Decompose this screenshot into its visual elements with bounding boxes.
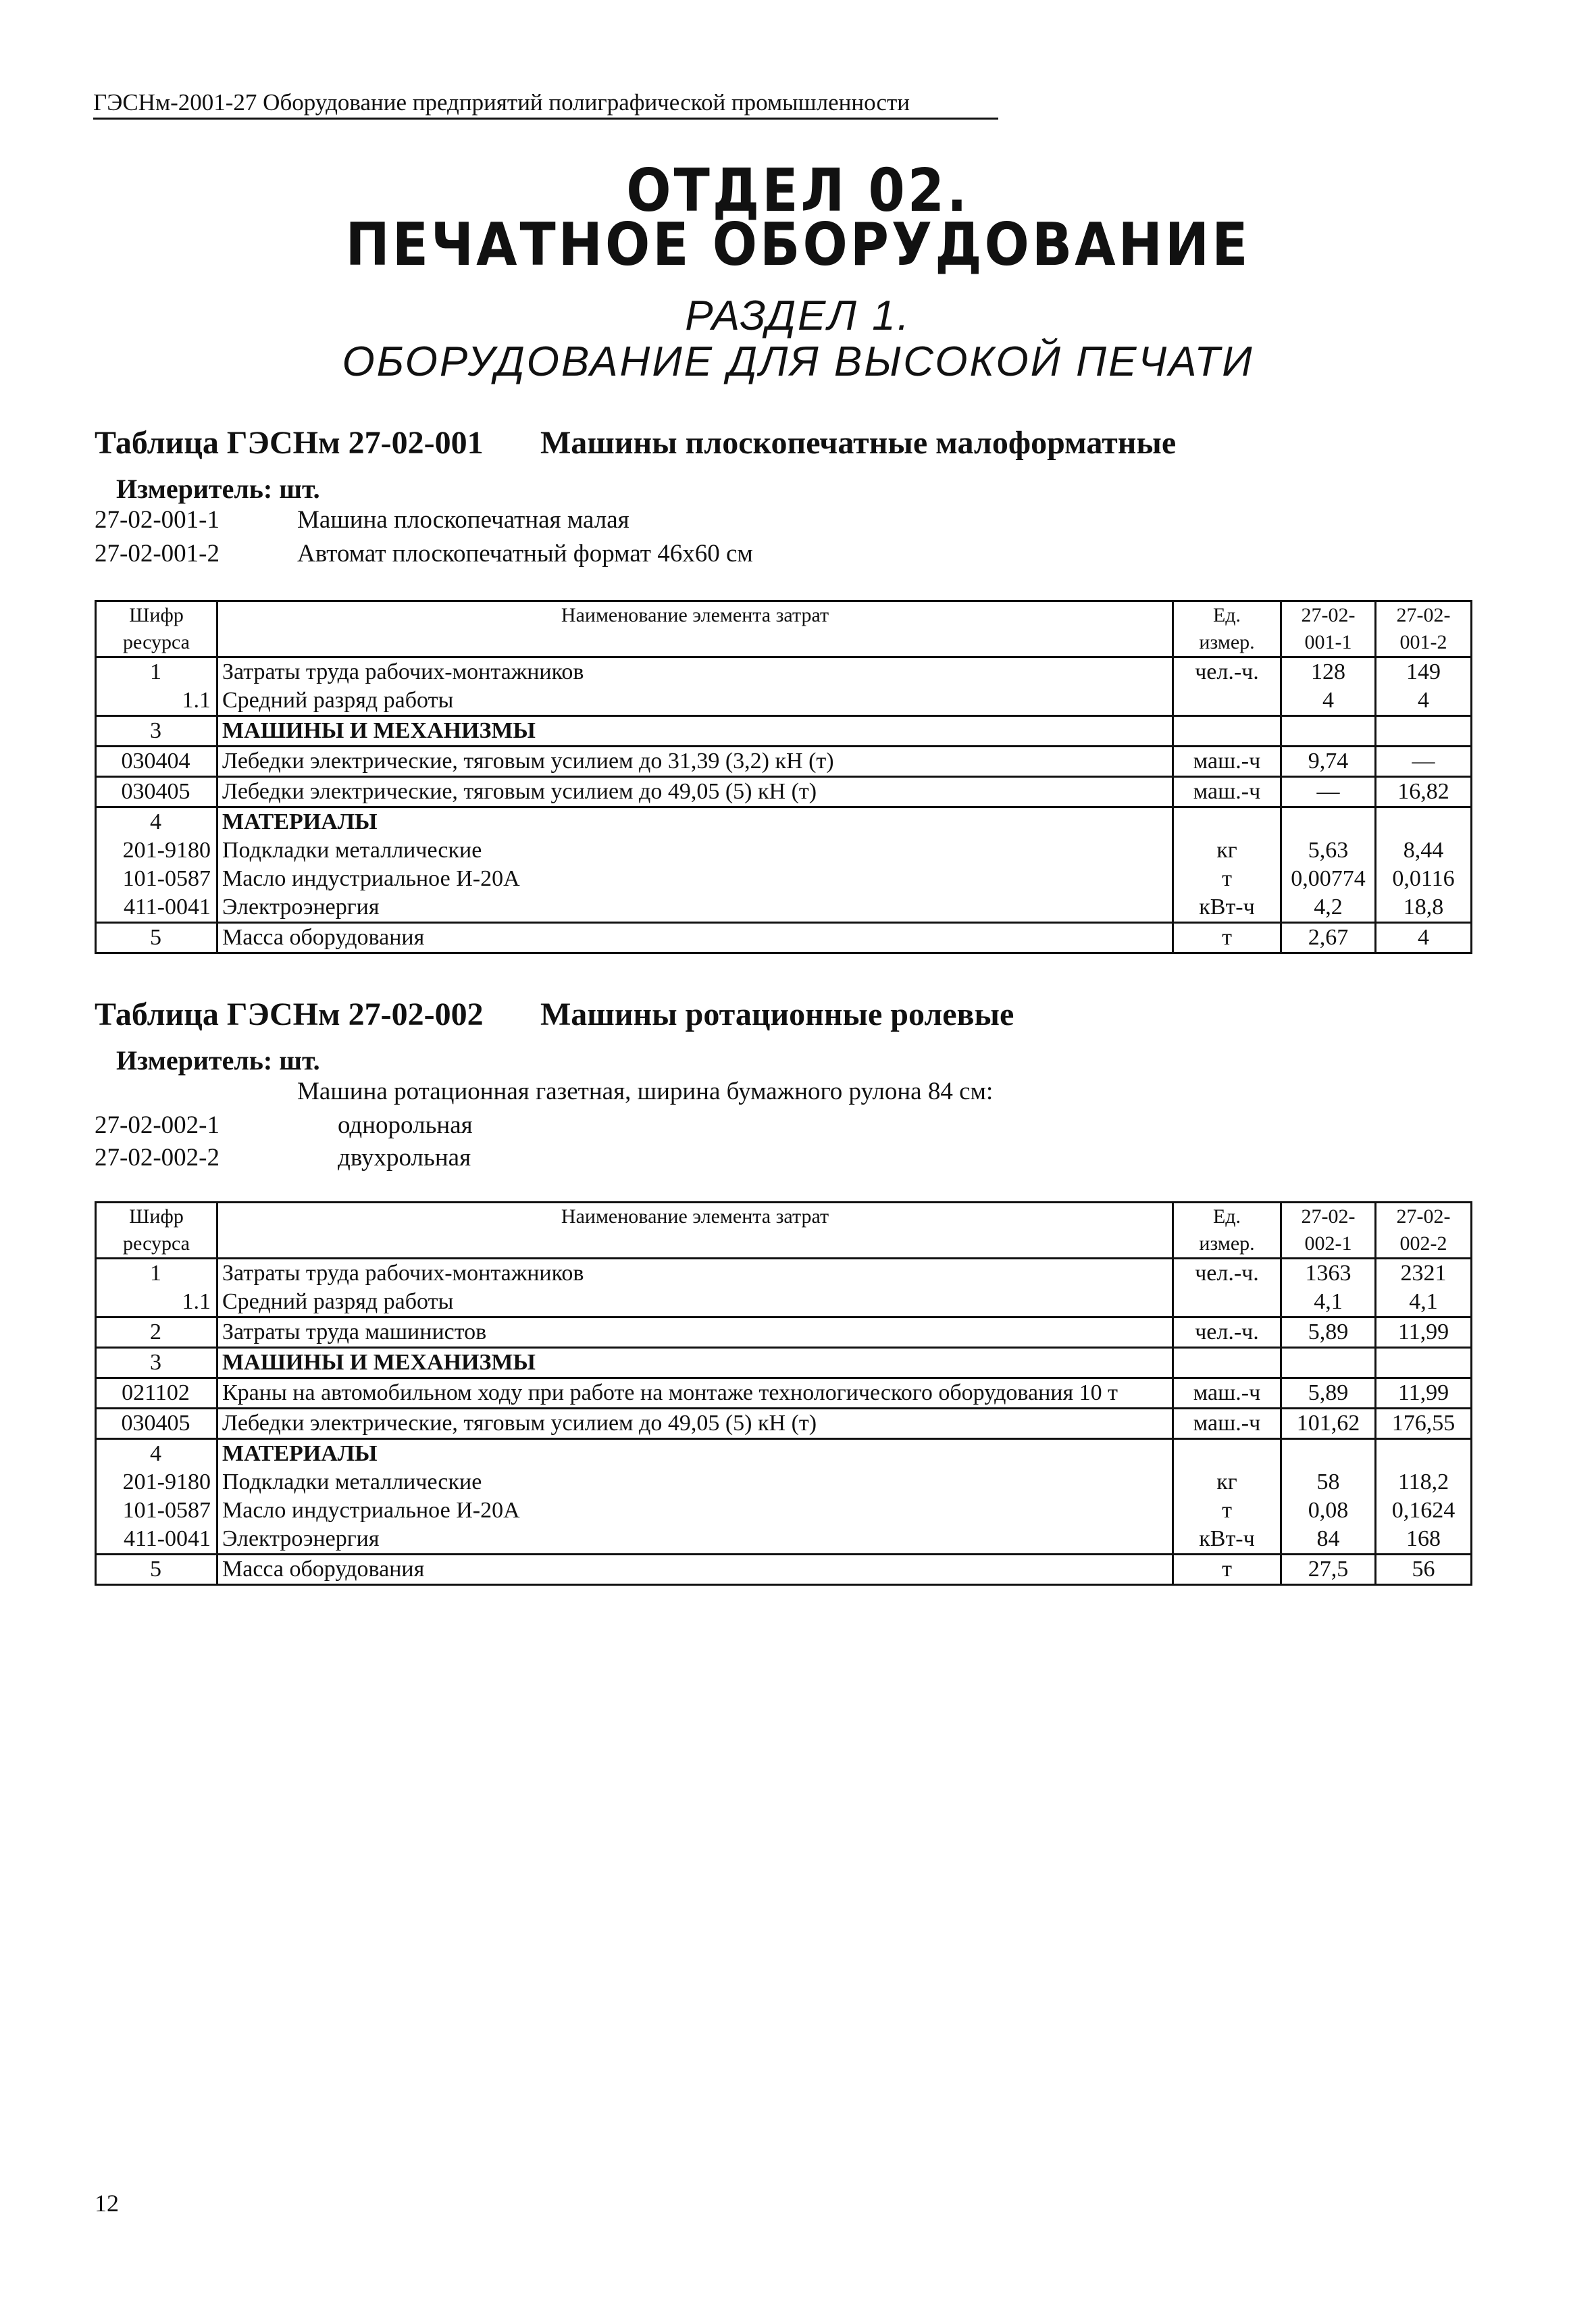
cell-code: 3	[96, 1348, 217, 1378]
table-row	[96, 686, 1472, 716]
cell-unit	[1173, 1439, 1281, 1469]
table-row	[96, 1317, 1472, 1348]
cell-value-2: 0,0116	[1376, 865, 1472, 893]
cell-value-2: 16,82	[1376, 777, 1472, 807]
head-col2: 27-02- 002-2	[1376, 1203, 1472, 1259]
head-code: Шифр ресурса	[96, 601, 217, 657]
table-row	[96, 1496, 1472, 1525]
cell-value-1	[1281, 807, 1376, 837]
department-title-line1: ОТДЕЛ 02.	[626, 157, 970, 226]
cell-unit: чел.-ч.	[1173, 1317, 1281, 1348]
cell-name: Масло индустриальное И-20А	[217, 865, 1173, 893]
cell-value-2: 4	[1376, 923, 1472, 953]
cell-code: 101-0587	[96, 1496, 217, 1525]
cell-value-2: 11,99	[1376, 1317, 1472, 1348]
department-title-line2: ПЕЧАТНОЕ ОБОРУДОВАНИЕ	[345, 211, 1251, 280]
table2-measure: Измеритель: шт.	[116, 1045, 320, 1076]
cell-name: Затраты труда машинистов	[217, 1317, 1173, 1348]
cell-name: МАШИНЫ И МЕХАНИЗМЫ	[217, 1348, 1173, 1378]
table-row	[96, 923, 1472, 953]
cell-value-1: —	[1281, 777, 1376, 807]
cell-value-2: 11,99	[1376, 1378, 1472, 1409]
cell-code: 5	[96, 1555, 217, 1585]
table-row	[96, 1378, 1472, 1409]
cell-name: Затраты труда рабочих-монтажников	[217, 657, 1173, 687]
cell-value-2	[1376, 807, 1472, 837]
cell-unit: маш.-ч	[1173, 777, 1281, 807]
table1-item-text: Машина плоскопечатная малая	[297, 506, 629, 534]
cell-code: 021102	[96, 1378, 217, 1409]
head-col2: 27-02- 001-2	[1376, 601, 1472, 657]
cell-value-2	[1376, 716, 1472, 747]
cell-value-1: 27,5	[1281, 1555, 1376, 1585]
table-row	[96, 1439, 1472, 1469]
cell-code: 1	[96, 657, 217, 687]
cell-unit: т	[1173, 1555, 1281, 1585]
cell-name: Краны на автомобильном ходу при работе на монтаже технологического оборудования 10 т	[217, 1378, 1173, 1409]
cell-unit: кг	[1173, 836, 1281, 865]
cell-name: Электроэнергия	[217, 1525, 1173, 1555]
resource-table-2	[95, 1201, 1472, 1586]
cell-unit	[1173, 1288, 1281, 1317]
cell-unit	[1173, 807, 1281, 837]
table2-intro: Машина ротационная газетная, ширина бумажного рулона 84 см:	[297, 1078, 994, 1105]
section-title-line1: РАЗДЕЛ 1.	[685, 293, 911, 339]
table2-title	[95, 996, 1014, 1033]
cell-value-2: 4	[1376, 686, 1472, 716]
cell-value-2: 0,1624	[1376, 1496, 1472, 1525]
table1-item-code: 27-02-001-2	[95, 540, 220, 568]
head-unit: Ед. измер.	[1173, 1203, 1281, 1259]
cell-value-2: 176,55	[1376, 1409, 1472, 1439]
page-number: 12	[95, 2190, 119, 2217]
cell-unit: маш.-ч	[1173, 1409, 1281, 1439]
cell-name: Подкладки металлические	[217, 836, 1173, 865]
cell-code: 1.1	[96, 1288, 217, 1317]
table-row	[96, 836, 1472, 865]
section-title-line2: ОБОРУДОВАНИЕ ДЛЯ ВЫСОКОЙ ПЕЧАТИ	[342, 338, 1254, 385]
running-header: ГЭСНм-2001-27 Оборудование предприятий полиграфической промышленности	[93, 89, 998, 120]
cell-unit: т	[1173, 865, 1281, 893]
cell-name: Масса оборудования	[217, 1555, 1173, 1585]
cell-value-1: 5,89	[1281, 1378, 1376, 1409]
table-row	[96, 1409, 1472, 1439]
resource-table-1	[95, 600, 1472, 954]
cell-value-2: 56	[1376, 1555, 1472, 1585]
cell-name: Масло индустриальное И-20А	[217, 1496, 1173, 1525]
cell-code: 030405	[96, 777, 217, 807]
cell-value-1: 128	[1281, 657, 1376, 687]
cell-value-2	[1376, 1348, 1472, 1378]
cell-unit	[1173, 716, 1281, 747]
table-row	[96, 1468, 1472, 1496]
head-col1: 27-02- 001-1	[1281, 601, 1376, 657]
table2-item-text: двухрольная	[338, 1144, 471, 1172]
cell-value-1: 4	[1281, 686, 1376, 716]
cell-code: 101-0587	[96, 865, 217, 893]
table2-item-text: однорольная	[338, 1111, 473, 1139]
cell-name: Подкладки металлические	[217, 1468, 1173, 1496]
cell-value-1: 9,74	[1281, 747, 1376, 777]
table2-item-code: 27-02-002-1	[95, 1111, 220, 1139]
cell-code: 1.1	[96, 686, 217, 716]
table-row	[96, 1348, 1472, 1378]
cell-value-2: 149	[1376, 657, 1472, 687]
cell-value-1: 4,2	[1281, 893, 1376, 923]
table-row	[96, 1525, 1472, 1555]
cell-unit: чел.-ч.	[1173, 657, 1281, 687]
cell-code: 1	[96, 1259, 217, 1288]
cell-value-1: 0,08	[1281, 1496, 1376, 1525]
cell-unit	[1173, 686, 1281, 716]
cell-value-2: 2321	[1376, 1259, 1472, 1288]
table-row	[96, 657, 1472, 687]
table1-name: Машины плоскопечатные малоформатные	[540, 425, 1177, 461]
cell-value-1: 2,67	[1281, 923, 1376, 953]
table-row	[96, 865, 1472, 893]
table-row	[96, 893, 1472, 923]
cell-name: Средний разряд работы	[217, 686, 1173, 716]
table1-label: Таблица ГЭСНм 27-02-001	[95, 425, 484, 461]
cell-value-1: 1363	[1281, 1259, 1376, 1288]
cell-value-1	[1281, 716, 1376, 747]
cell-value-2: 8,44	[1376, 836, 1472, 865]
cell-unit: чел.-ч.	[1173, 1259, 1281, 1288]
cell-value-1: 101,62	[1281, 1409, 1376, 1439]
cell-name: Лебедки электрические, тяговым усилием до 49,05 (5) кН (т)	[217, 1409, 1173, 1439]
cell-value-1	[1281, 1348, 1376, 1378]
cell-unit: маш.-ч	[1173, 747, 1281, 777]
cell-value-1: 5,89	[1281, 1317, 1376, 1348]
head-unit: Ед. измер.	[1173, 601, 1281, 657]
cell-unit: т	[1173, 923, 1281, 953]
cell-code: 030405	[96, 1409, 217, 1439]
table-row	[96, 1288, 1472, 1317]
cell-name: Лебедки электрические, тяговым усилием до 31,39 (3,2) кН (т)	[217, 747, 1173, 777]
table1-item-code: 27-02-001-1	[95, 506, 220, 534]
cell-value-1: 58	[1281, 1468, 1376, 1496]
table-row	[96, 807, 1472, 837]
table-row	[96, 1555, 1472, 1585]
cell-name: МАШИНЫ И МЕХАНИЗМЫ	[217, 716, 1173, 747]
cell-value-2: 118,2	[1376, 1468, 1472, 1496]
cell-value-1: 5,63	[1281, 836, 1376, 865]
cell-value-2: 18,8	[1376, 893, 1472, 923]
head-name: Наименование элемента затрат	[217, 1203, 1173, 1259]
cell-unit: т	[1173, 1496, 1281, 1525]
cell-name: Масса оборудования	[217, 923, 1173, 953]
cell-name: Затраты труда рабочих-монтажников	[217, 1259, 1173, 1288]
cell-value-1: 0,00774	[1281, 865, 1376, 893]
table1-title	[95, 424, 1177, 461]
table1-measure: Измеритель: шт.	[116, 474, 320, 504]
cell-value-2: 4,1	[1376, 1288, 1472, 1317]
table-row	[96, 747, 1472, 777]
table-row	[96, 716, 1472, 747]
cell-code: 201-9180	[96, 836, 217, 865]
head-code: Шифр ресурса	[96, 1203, 217, 1259]
cell-code: 411-0041	[96, 1525, 217, 1555]
table-row	[96, 1259, 1472, 1288]
cell-value-2: 168	[1376, 1525, 1472, 1555]
table2-item-code: 27-02-002-2	[95, 1144, 220, 1172]
cell-code: 4	[96, 1439, 217, 1469]
cell-value-1	[1281, 1439, 1376, 1469]
table-row	[96, 777, 1472, 807]
cell-name: Электроэнергия	[217, 893, 1173, 923]
head-col1: 27-02- 002-1	[1281, 1203, 1376, 1259]
cell-value-1: 84	[1281, 1525, 1376, 1555]
cell-unit: маш.-ч	[1173, 1378, 1281, 1409]
cell-value-2: —	[1376, 747, 1472, 777]
cell-name: МАТЕРИАЛЫ	[217, 807, 1173, 837]
cell-code: 411-0041	[96, 893, 217, 923]
table1-item-text: Автомат плоскопечатный формат 46х60 см	[297, 540, 753, 568]
cell-code: 030404	[96, 747, 217, 777]
cell-name: МАТЕРИАЛЫ	[217, 1439, 1173, 1469]
cell-value-1: 4,1	[1281, 1288, 1376, 1317]
cell-unit	[1173, 1348, 1281, 1378]
cell-unit: кВт-ч	[1173, 1525, 1281, 1555]
cell-name: Лебедки электрические, тяговым усилием до 49,05 (5) кН (т)	[217, 777, 1173, 807]
cell-code: 5	[96, 923, 217, 953]
cell-code: 2	[96, 1317, 217, 1348]
cell-unit: кВт-ч	[1173, 893, 1281, 923]
cell-unit: кг	[1173, 1468, 1281, 1496]
cell-name: Средний разряд работы	[217, 1288, 1173, 1317]
cell-code: 3	[96, 716, 217, 747]
table2-label: Таблица ГЭСНм 27-02-002	[95, 997, 484, 1032]
cell-code: 201-9180	[96, 1468, 217, 1496]
table2-name: Машины ротационные ролевые	[540, 997, 1014, 1032]
cell-code: 4	[96, 807, 217, 837]
head-name: Наименование элемента затрат	[217, 601, 1173, 657]
cell-value-2	[1376, 1439, 1472, 1469]
